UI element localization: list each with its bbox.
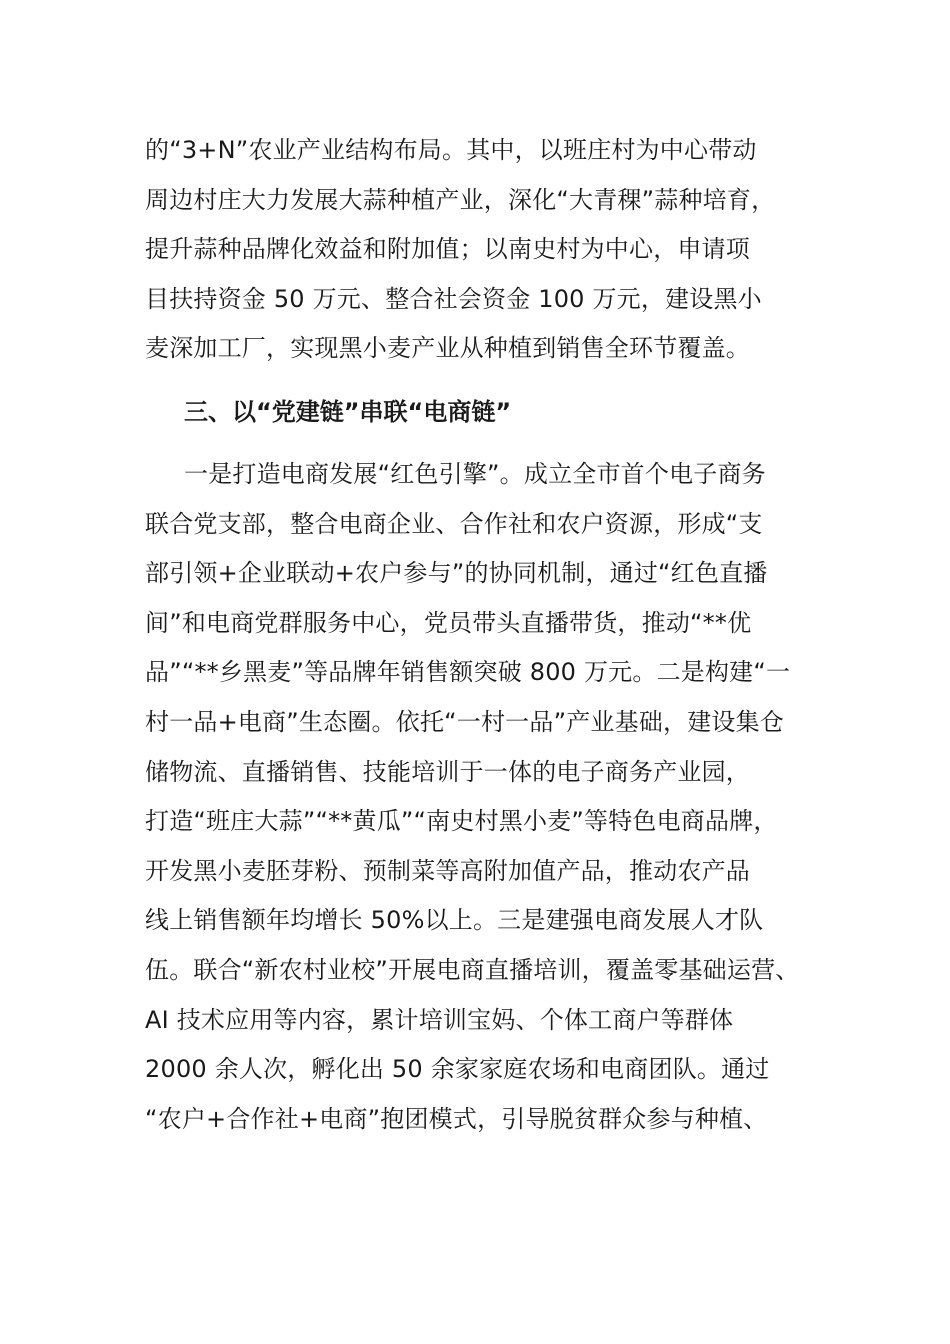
paragraph-line: AI 技术应用等内容，累计培训宝妈、个体工商户等群体 <box>145 1005 734 1034</box>
section-heading: 三、以“党建链”串联“电商链” <box>184 398 512 426</box>
paragraph-line: 储物流、直播销售、技能培训于一体的电子商务产业园， <box>145 757 750 786</box>
paragraph-line: 周边村庄大力发展大蒜种植产业，深化“大青稞”蒜种培育， <box>145 185 776 214</box>
paragraph-agriculture-structure <box>145 126 817 374</box>
paragraph-line: “农户+合作社+电商”抱团模式，引导脱贫群众参与种植、 <box>145 1104 768 1133</box>
paragraph-line: 伍。联合“新农村业校”开展电商直播培训，覆盖零基础运营、 <box>145 955 800 984</box>
paragraph-line: 提升蒜种品牌化效益和附加值；以南史村为中心，申请项 <box>145 235 750 264</box>
paragraph-line: 目扶持资金 50 万元、整合社会资金 100 万元，建设黑小 <box>145 284 762 313</box>
paragraph-line: 一是打造电商发展“红色引擎”。成立全市首个电子商务 <box>184 460 766 488</box>
paragraph-line: 间”和电商党群服务中心，党员带头直播带货，推动“**优 <box>145 608 752 637</box>
paragraph-line: 开发黑小麦胚芽粉、预制菜等高附加值产品，推动农产品 <box>145 856 750 885</box>
paragraph-line: 村一品+电商”生态圈。依托“一村一品”产业基础，建设集仓 <box>145 707 785 736</box>
paragraph-line: 线上销售额年均增长 50%以上。三是建强电商发展人才队 <box>145 906 764 935</box>
paragraph-line: 联合党支部，整合电商企业、合作社和农户资源，形成“支 <box>145 509 763 538</box>
paragraph-line: 的“3+N”农业产业结构布局。其中，以班庄村为中心带动 <box>145 136 757 164</box>
paragraph-line: 麦深加工厂，实现黑小麦产业从种植到销售全环节覆盖。 <box>145 334 750 363</box>
paragraph-line: 2000 余人次，孵化出 50 余家家庭农场和电商团队。通过 <box>145 1055 770 1084</box>
paragraph-line: 品”“**乡黑麦”等品牌年销售额突破 800 万元。二是构建“一 <box>145 658 791 687</box>
paragraph-ecommerce <box>145 450 817 1144</box>
paragraph-line: 部引领+企业联动+农户参与”的协同机制，通过“红色直播 <box>145 559 768 588</box>
paragraph-line: 打造“班庄大蒜”“**黄瓜”“南史村黑小麦”等特色电商品牌， <box>145 807 778 836</box>
